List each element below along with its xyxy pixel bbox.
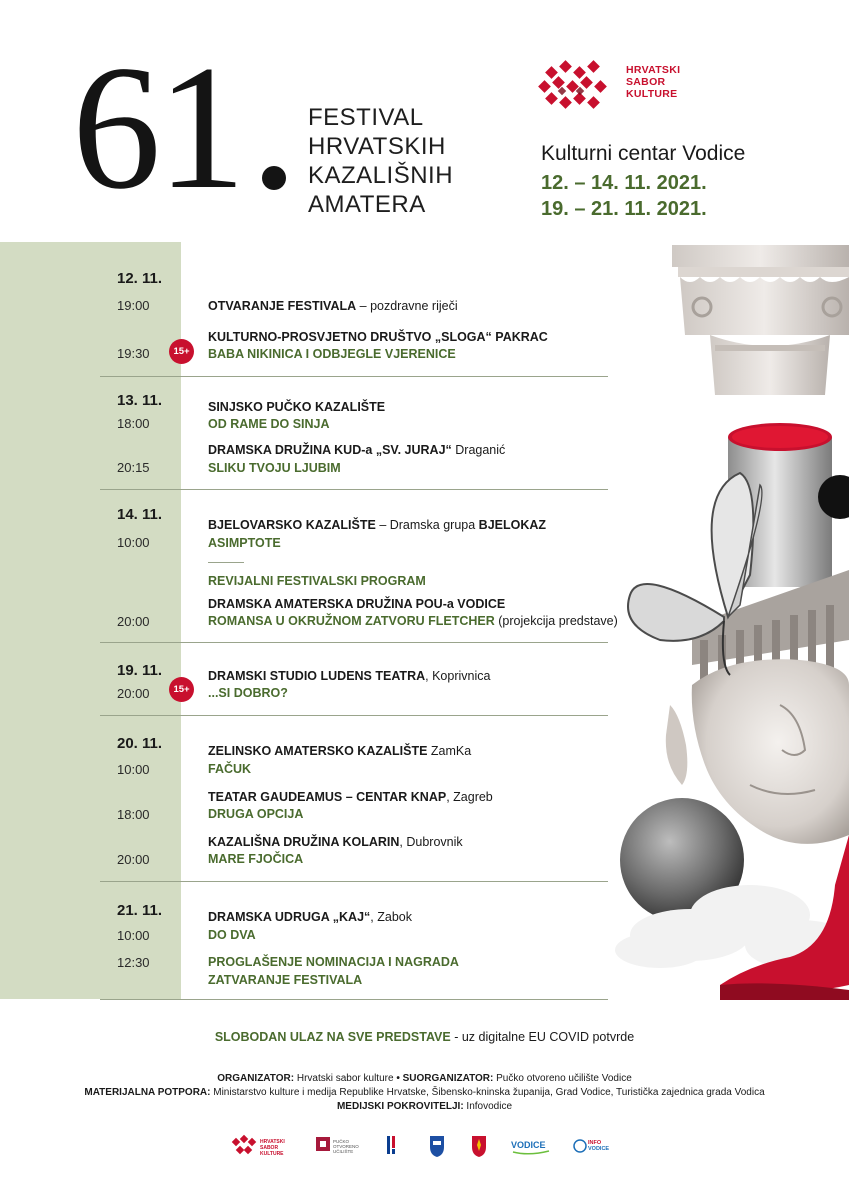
svg-text:OTVORENO: OTVORENO [333,1144,359,1149]
event-title: BABA NIKINICA I ODBJEGLE VJERENICE [208,347,456,361]
festival-dates [541,170,707,222]
event-organizer: SINJSKO PUČKO KAZALIŠTE [208,400,386,414]
event-time: 10:00 [117,928,150,943]
media-line: MEDIJSKI POKROVITELJI: Infovodice [336,1101,513,1112]
day-divider [100,999,608,1000]
event-organizer: KULTURNO-PROSVJETNO DRUŠTVO „SLOGA“ PAKRAC [208,330,548,344]
event-title: ROMANSA U OKRUŽNOM ZATVORU FLETCHER (projekcija predstave) [208,614,618,628]
column-capital-icon [672,245,849,395]
hsk-logo-small-icon [230,1133,290,1159]
event-time: 18:00 [117,416,150,431]
day-divider [100,715,608,716]
svg-text:KULTURE: KULTURE [260,1151,284,1157]
event-organizer: ZELINSKO AMATERSKO KAZALIŠTE ZamKa [208,744,472,758]
svg-text:HRVATSKI: HRVATSKI [260,1139,285,1145]
pou-vodice-logo-icon [314,1133,366,1159]
event-title: DRUGA OPCIJA [208,807,304,821]
event-time: 10:00 [117,535,150,550]
festival-title [308,103,453,219]
section-rule [208,562,244,563]
county-coat-of-arms-icon [428,1133,446,1159]
event-time: 20:00 [117,686,150,701]
event-title: ASIMPTOTE [208,536,281,550]
venue: Kulturni centar Vodice [541,142,746,165]
date-range: 12. – 14. 11. 2021. [541,172,707,194]
infovodice-logo-icon [572,1133,622,1159]
tourist-board-logo-icon [509,1133,553,1159]
svg-text:VODICE: VODICE [511,1140,546,1150]
event-time: 10:00 [117,762,150,777]
day-divider [100,881,608,882]
section-heading: REVIJALNI FESTIVALSKI PROGRAM [208,574,426,588]
svg-text:SABOR: SABOR [260,1145,279,1151]
svg-text:PUČKO: PUČKO [333,1139,350,1144]
svg-text:VODICE: VODICE [588,1146,610,1152]
event-title: SLIKU TVOJU LJUBIM [208,461,341,475]
day-date: 21. 11. [117,902,163,919]
event-organizer: OTVARANJE FESTIVALA – pozdravne riječi [208,299,458,313]
age-rating-badge: 15+ [169,677,194,702]
event-title: OD RAME DO SINJA [208,417,330,431]
festival-title-line: HRVATSKIH [308,133,446,160]
event-organizer: TEATAR GAUDEAMUS – CENTAR KNAP, Zagreb [208,790,493,804]
festival-title-line: KAZALIŠNIH [308,162,454,189]
event-time: 20:15 [117,460,150,475]
day-date: 13. 11. [117,392,163,409]
day-divider [100,489,608,490]
support-line: MATERIJALNA POTPORA: Ministarstvo kulture i medija Republike Hrvatske, Šibensko-kninska županija, Grad Vodice, Turistička zajednica grada Vodica [84,1087,765,1098]
event-organizer: BJELOVARSKO KAZALIŠTE – Dramska grupa BJELOKAZ [208,518,547,532]
edition-dot [262,166,286,190]
hsk-logo-icon [537,58,615,114]
day-date: 19. 11. [117,662,163,679]
collage-artwork [600,245,849,1000]
free-entry-note: SLOBODAN ULAZ NA SVE PREDSTAVE - uz digitalne EU COVID potvrde [214,1030,635,1044]
organizer-line: ORGANIZATOR: Hrvatski sabor kulture • SUORGANIZATOR: Pučko otvoreno učilište Vodice [217,1073,632,1084]
ministry-logo-icon [385,1133,399,1159]
event-time: 18:00 [117,807,150,822]
event-title: DO DVA [208,928,256,942]
festival-title-line: FESTIVAL [308,104,424,131]
age-rating-badge: 15+ [169,339,194,364]
sponsor-logos [0,1133,849,1159]
day-date: 14. 11. [117,506,163,523]
credits [0,1072,849,1114]
event-title: PROGLAŠENJE NOMINACIJA I NAGRADA [208,955,459,969]
day-divider [100,376,608,377]
event-organizer: DRAMSKI STUDIO LUDENS TEATRA, Koprivnica [208,669,491,683]
event-title: ZATVARANJE FESTIVALA [208,973,363,987]
event-organizer: DRAMSKA AMATERSKA DRUŽINA POU-a VODICE [208,597,506,611]
event-organizer: KAZALIŠNA DRUŽINA KOLARIN, Dubrovnik [208,835,463,849]
edition-number: 61 [72,28,242,226]
day-date: 20. 11. [117,735,163,752]
hsk-logo-text: HRVATSKI SABOR KULTURE [626,64,681,100]
svg-text:UČILIŠTE: UČILIŠTE [333,1149,354,1154]
city-coat-of-arms-icon [470,1133,488,1159]
day-date: 12. 11. [117,270,163,287]
svg-text:INFO: INFO [588,1140,602,1146]
event-title: ...SI DOBRO? [208,686,288,700]
date-column-band [0,242,181,999]
event-time: 20:00 [117,614,150,629]
festival-title-line: AMATERA [308,191,426,218]
event-organizer: DRAMSKA UDRUGA „KAJ“, Zabok [208,910,412,924]
event-organizer: DRAMSKA DRUŽINA KUD-a „SV. JURAJ“ Draganić [208,443,506,457]
event-time: 12:30 [117,955,150,970]
event-time: 19:30 [117,346,150,361]
day-divider [100,642,608,643]
event-time: 19:00 [117,298,150,313]
event-title: MARE FJOČICA [208,852,304,866]
date-range: 19. – 21. 11. 2021. [541,198,707,220]
event-time: 20:00 [117,852,150,867]
event-title: FAČUK [208,762,252,776]
